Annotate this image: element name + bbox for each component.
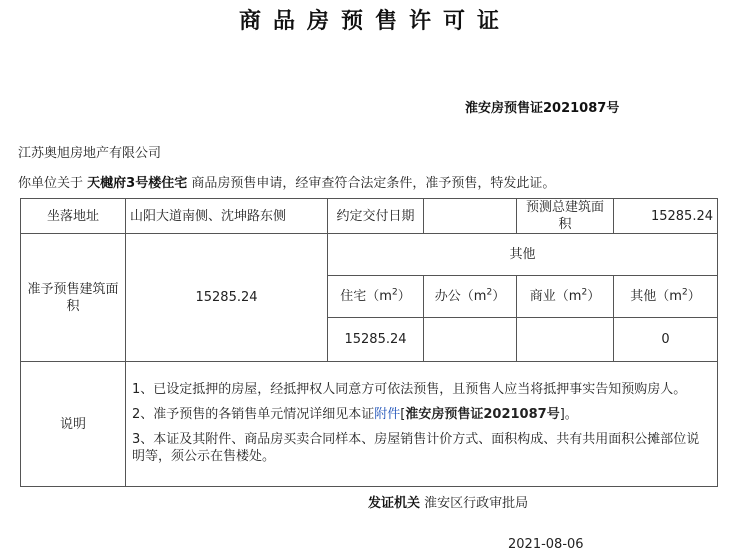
commercial-value: [517, 318, 614, 362]
residential-header: 住宅$(m^2)$: [328, 276, 424, 318]
project-name: 天樾府3号楼住宅: [87, 176, 188, 191]
permit-table: [20, 198, 718, 487]
delivery-date-label: 约定交付日期: [328, 199, 424, 234]
commercial-header: 商业$(m^2)$: [517, 276, 614, 318]
estimated-area-value: 15285.24: [614, 199, 718, 234]
location-value: 山阳大道南侧、沈坤路东侧: [126, 199, 328, 234]
note-3: 3、本证及其附件、商品房买卖合同样本、房屋销售计价方式、面积构成、共有共用面积公摊部位说明等，须公示在售楼处。: [132, 431, 700, 464]
other-header: 其他: [328, 234, 718, 276]
note-1: 1、已设定抵押的房屋，经抵押权人同意方可依法预售，且预售人应当将抵押事实告知预购房人。: [132, 381, 687, 397]
document-title: 商品房预售许可证: [238, 9, 511, 34]
intro-suffix: 商品房预售申请，经审查符合法定条件，准予预售，特发此证。: [191, 176, 556, 191]
notes-content: [126, 362, 718, 487]
intro-paragraph: [18, 172, 555, 191]
note-2-cert-no: 淮安房预售证2021087号: [405, 406, 560, 422]
approved-area-label: 准予预售建筑面积: [21, 234, 126, 362]
approved-area-value: 15285.24: [126, 234, 328, 362]
attachment-link[interactable]: 附件: [374, 406, 401, 422]
notes-label: 说明: [21, 362, 126, 487]
location-label: 坐落地址: [21, 199, 126, 234]
issue-date: 2021-08-06: [508, 537, 584, 552]
office-header: 办公$(m^2)$: [424, 276, 517, 318]
certificate-number: 淮安房预售证2021087号: [465, 101, 620, 116]
residential-value: 15285.24: [328, 318, 424, 362]
estimated-area-label: 预测总建筑面积: [517, 199, 614, 234]
intro-prefix: 你单位关于: [18, 176, 84, 191]
issuer-value: 淮安区行政审批局: [424, 496, 529, 511]
other-area-value: 0: [614, 318, 718, 362]
issuing-authority: [368, 492, 528, 511]
delivery-date-value: [424, 199, 517, 234]
other-area-header: 其他$(m^2)$: [614, 276, 718, 318]
office-value: [424, 318, 517, 362]
note-2: 2、准予预售的各销售单元情况详细见本证附件[淮安房预售证2021087号]。: [132, 406, 578, 422]
issuer-label: 发证机关: [368, 496, 421, 511]
company-name: 江苏奥旭房地产有限公司: [18, 146, 162, 161]
